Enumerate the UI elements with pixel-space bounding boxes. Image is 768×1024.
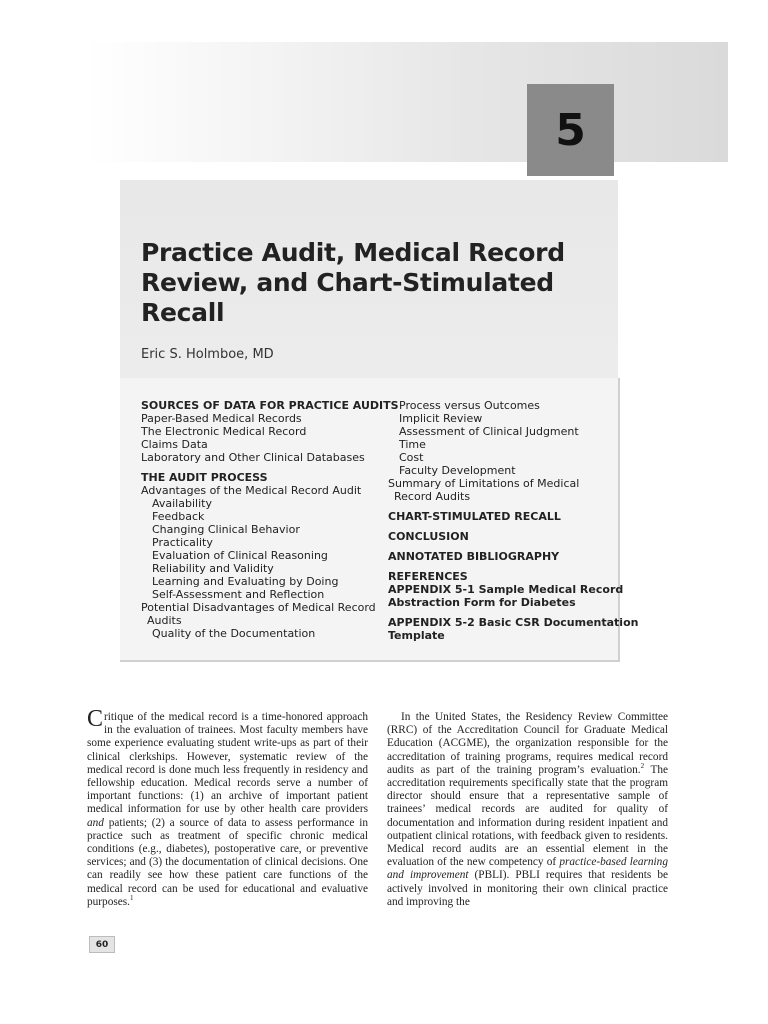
toc-section-heading: CONCLUSION: [388, 530, 469, 543]
page-number: 60: [89, 936, 115, 953]
header-banner: [85, 42, 728, 162]
toc-section-heading: SOURCES OF DATA FOR PRACTICE AUDITS: [141, 399, 399, 412]
toc-entry-continued: Record Audits: [394, 490, 471, 503]
toc-subentry: Self-Assessment and Reflection: [152, 588, 325, 601]
toc-entry-continued: Audits: [147, 614, 182, 627]
drop-cap: C: [87, 706, 104, 732]
toc-entry: Laboratory and Other Clinical Databases: [141, 451, 365, 464]
toc-subentry: Quality of the Documentation: [152, 627, 316, 640]
toc-subentry: Time: [399, 438, 426, 451]
chapter-title: Practice Audit, Medical Record Review, and Chart-Stimulated Recall: [141, 238, 565, 327]
chapter-number-box: [527, 84, 614, 176]
toc-subentry: Implicit Review: [399, 412, 483, 425]
body-column-left: [87, 706, 368, 909]
toc-entry: Claims Data: [141, 438, 208, 451]
toc-subentry: Cost: [399, 451, 424, 464]
toc-subentry: Evaluation of Clinical Reasoning: [152, 549, 328, 562]
body-paragraph: In the United States, the Residency Review Committee (RRC) of the Accreditation Council for Graduate Medical Education (ACGME), the organization responsible for the accreditation of training programs, requires medical record audits as part of the training program’s evaluation.$^2$ The accreditation requirements specifically state that the program director should ensure that a representative sample of trainees’ medical records are audited for quality of documentation and information during resident inpatient and outpatient clinical rotations, with feedback given to residents. Medical record audits are an essential element in the evaluation of the new competency of practice-based learning and improvement (PBLI). PBLI requires that residents be actively involved in monitoring their own clinical practice and improving the: [387, 711, 669, 908]
toc-entry: Summary of Limitations of Medical: [388, 477, 580, 490]
toc-left-column: [141, 399, 399, 640]
toc-right-column: [388, 399, 639, 642]
toc-spacer: [388, 609, 613, 616]
body-paragraph: Critique of the medical record is a time-honored approach in the evaluation of trainees. Most faculty members have some experience evaluating student write-ups as part of their clinical clerkships. However, systematic review of the medical record is done much less frequently in residency and fellowship education. Medical records serve a number of important functions: (1) an archive of important patient medical information for use by other health care providers and patients; (2) a source of data to assess performance in practice such as treatment of specific chronic medical conditions (e.g., diabetes), postoperative care, or preventive services; and (3) the documentation of clinical decisions. One can readily see how these patient care functions of the medical record can be used for educational and evaluative purposes.$^1$: [87, 706, 368, 908]
toc-section-heading: CHART-STIMULATED RECALL: [388, 510, 561, 523]
toc-spacer: [388, 503, 613, 510]
toc-appendix-title: Basic CSR Documentation: [474, 616, 639, 629]
chapter-author: Eric S. Holmboe, MD: [141, 347, 274, 362]
toc-appendix-entry: [388, 616, 639, 629]
toc-appendix-label: APPENDIX 5-2: [388, 616, 475, 629]
toc-appendix-title: Template: [388, 629, 445, 642]
toc-subentry: Practicality: [152, 536, 213, 549]
toc-subentry: Changing Clinical Behavior: [152, 523, 300, 536]
toc-subentry: Availability: [152, 497, 212, 510]
toc-appendix-title: Abstraction Form for Diabetes: [388, 596, 576, 609]
toc-subentry: Learning and Evaluating by Doing: [152, 575, 339, 588]
body-column-right: [387, 711, 668, 909]
toc-section-heading: ANNOTATED BIBLIOGRAPHY: [388, 550, 560, 563]
toc-section-heading: REFERENCES: [388, 570, 468, 583]
toc-entry: Potential Disadvantages of Medical Record: [141, 601, 376, 614]
toc-entry: Advantages of the Medical Record Audit: [141, 484, 362, 497]
toc-subentry: Faculty Development: [399, 464, 516, 477]
toc-appendix-label: APPENDIX 5-1: [388, 583, 475, 596]
toc-subentry: Assessment of Clinical Judgment: [399, 425, 579, 438]
toc-appendix-title: Sample Medical Record: [474, 583, 624, 596]
toc-subentry: Process versus Outcomes: [399, 399, 540, 412]
toc-subentry: Feedback: [152, 510, 205, 523]
toc-spacer: [388, 523, 613, 530]
toc-appendix-entry: [388, 583, 624, 596]
toc-entry: The Electronic Medical Record: [141, 425, 307, 438]
toc-spacer: [388, 543, 613, 550]
chapter-number: 5: [555, 104, 586, 156]
toc-entry: Paper-Based Medical Records: [141, 412, 302, 425]
toc-subentry: Reliability and Validity: [152, 562, 274, 575]
toc-spacer: [141, 464, 381, 471]
toc-spacer: [388, 563, 613, 570]
toc-section-heading: THE AUDIT PROCESS: [141, 471, 268, 484]
